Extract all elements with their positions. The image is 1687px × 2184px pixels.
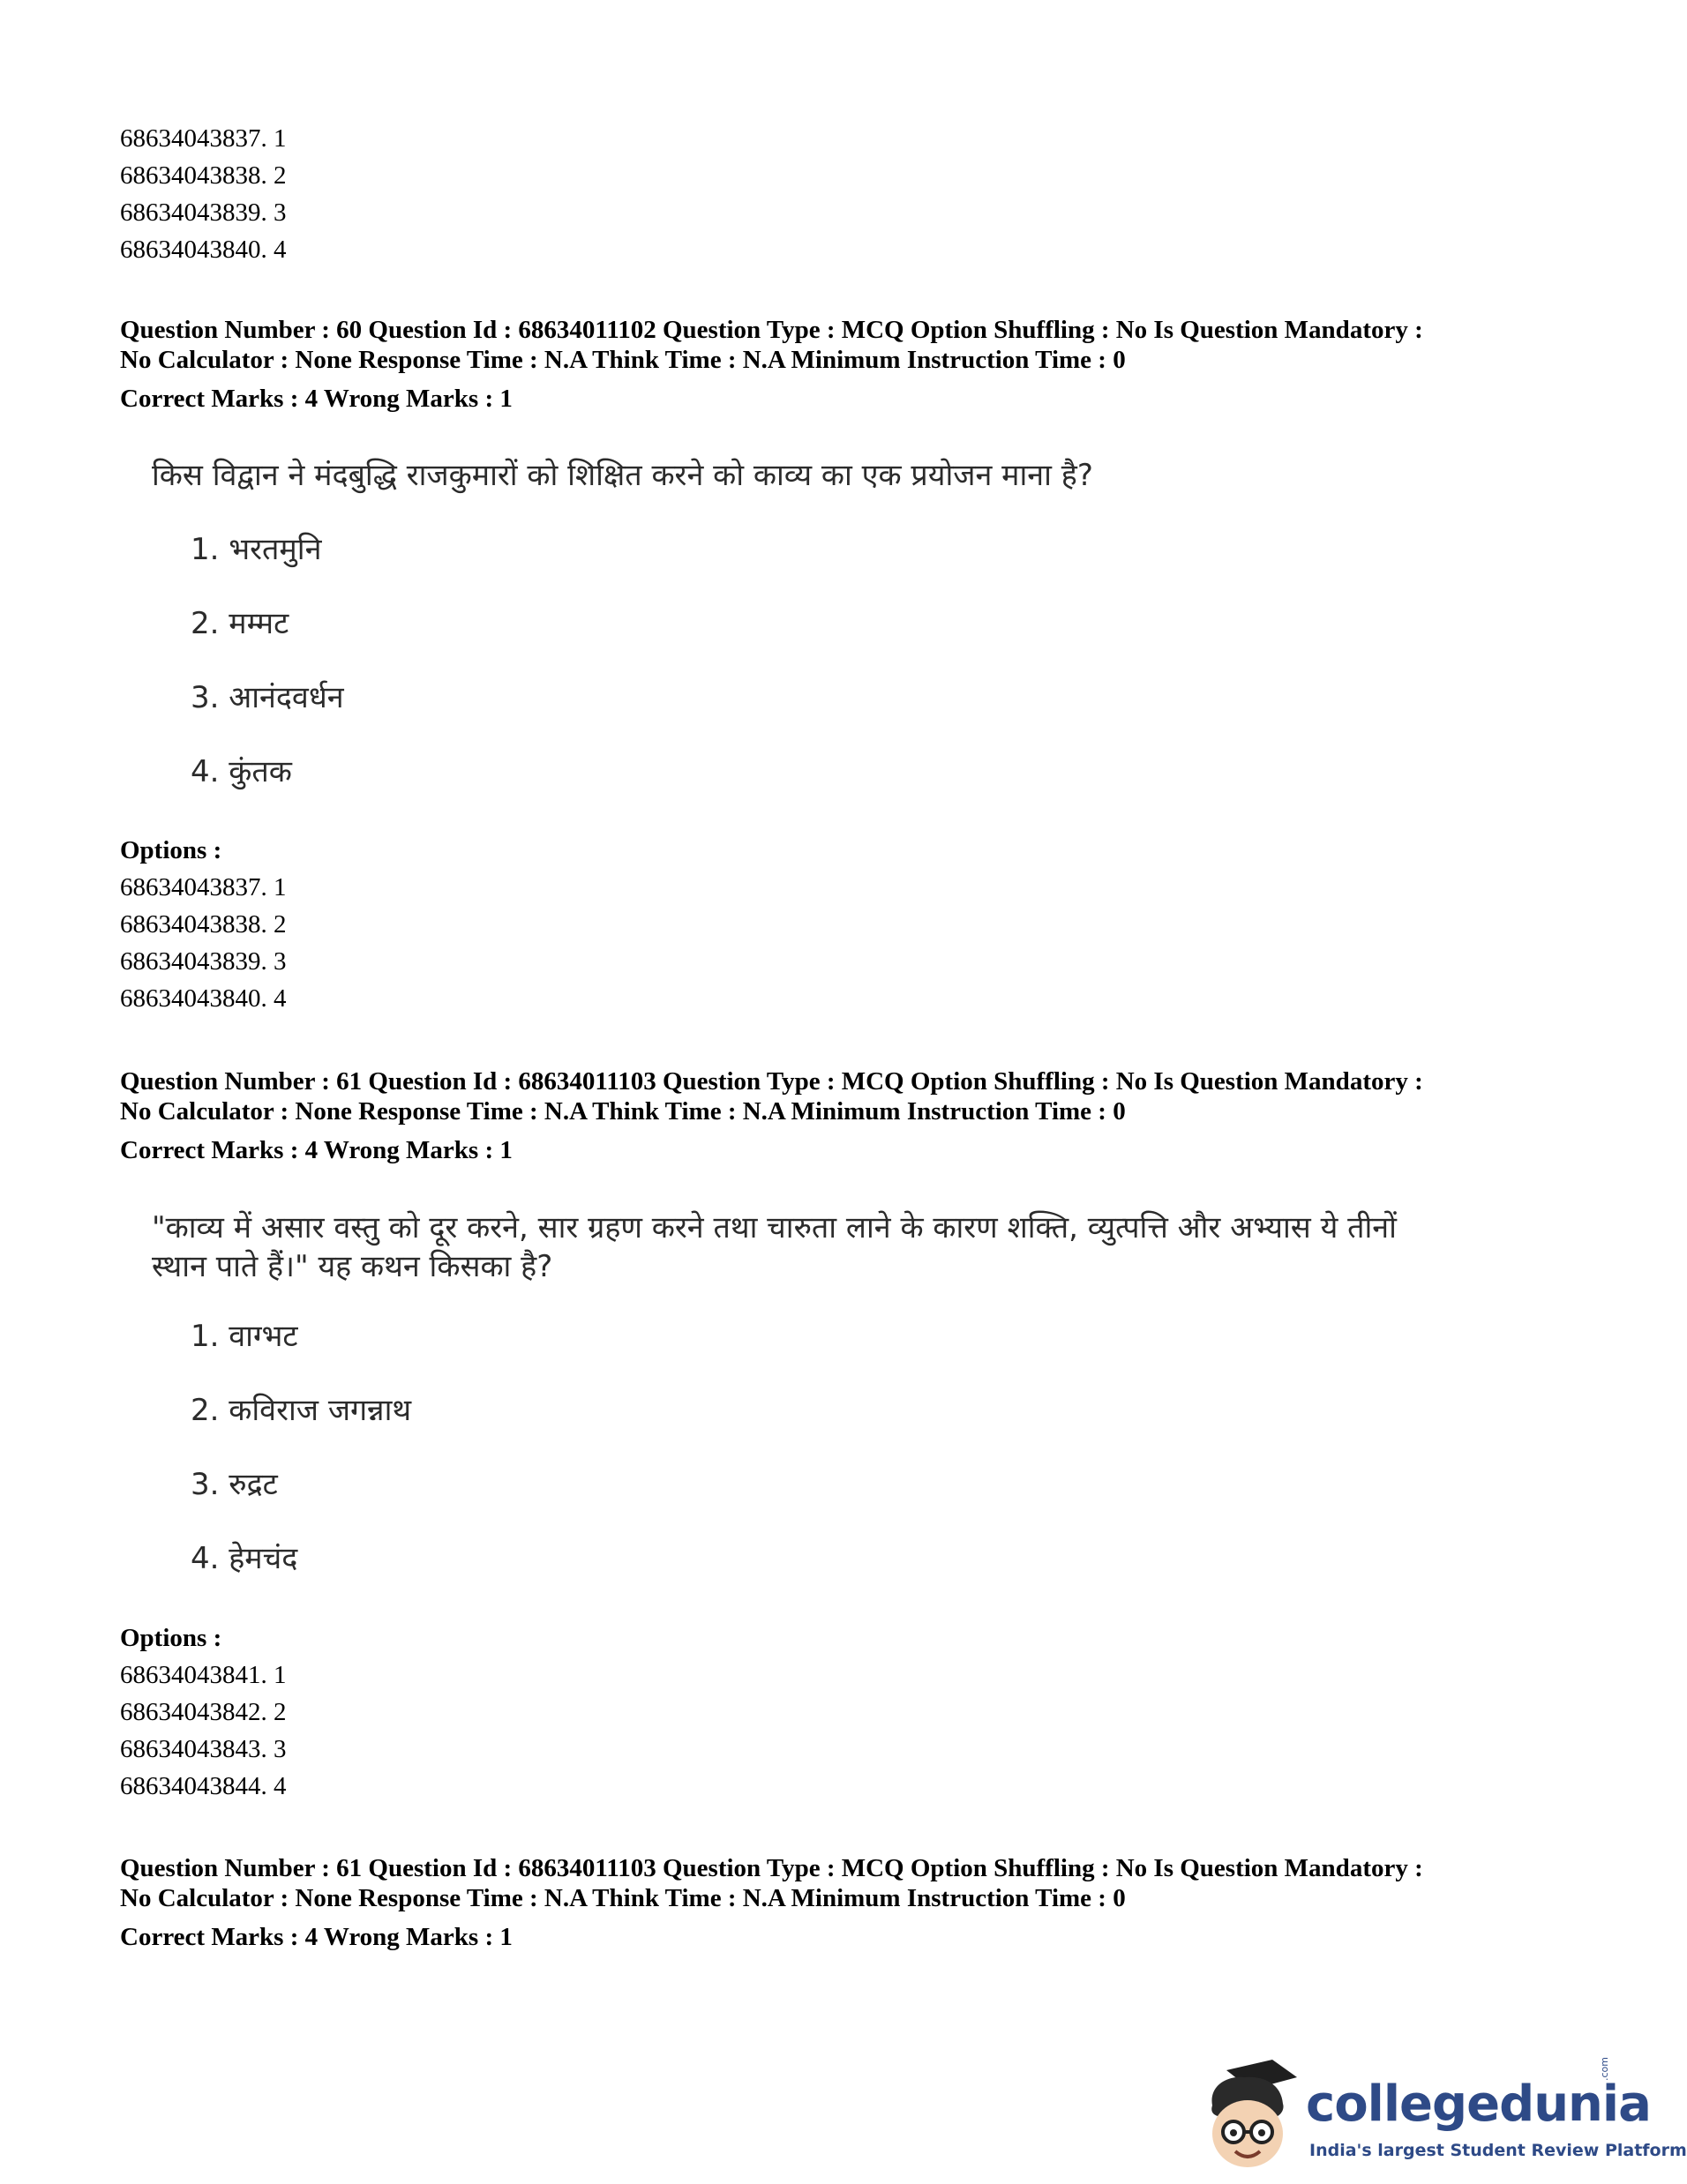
question-meta-line2: No Calculator : None Response Time : N.A Think Time : N.A Minimum Instruction Time : 0: [120, 1097, 1126, 1126]
choice-2: 2. मम्मट: [191, 606, 289, 641]
student-mascot-icon: [1200, 2060, 1306, 2174]
question-text-line1: "काव्य में असार वस्तु को दूर करने, सार ग्रहण करने तथा चारुता लाने के कारण शक्ति, व्युत्पत्ति और अभ्यास ये तीनों: [152, 1210, 1397, 1245]
logo-com: .com: [1599, 2057, 1610, 2081]
question-61-repeat-header: [120, 1853, 1423, 1956]
question-meta-line1: Question Number : 61 Question Id : 68634011103 Question Type : MCQ Option Shuffling : No Is Question Mandatory :: [120, 1854, 1423, 1882]
options-label: Options :: [120, 836, 222, 864]
option-id: 68634043839. 3: [120, 947, 287, 976]
choice-2: 2. कविराज जगन्नाथ: [191, 1393, 412, 1428]
question-60-body: [120, 452, 1093, 796]
option-id: 68634043839. 3: [120, 198, 287, 227]
option-id: 68634043840. 4: [120, 984, 287, 1013]
choice-4: 4. हेमचंद: [191, 1541, 298, 1576]
question-61-options: [120, 1619, 287, 1805]
option-id: 68634043838. 2: [120, 161, 287, 190]
logo-wordmark: collegedunia: [1306, 2076, 1651, 2133]
option-id: 68634043837. 1: [120, 873, 287, 901]
question-61-body: [120, 1208, 1397, 1582]
question-text: किस विद्वान ने मंदबुद्धि राजकुमारों को शिक्षित करने को काव्य का एक प्रयोजन माना है?: [152, 458, 1093, 493]
choice-1: 1. भरतमुनि: [191, 532, 322, 567]
logo-tagline: India's largest Student Review Platform: [1309, 2141, 1687, 2160]
option-id: 68634043837. 1: [120, 124, 287, 153]
option-id: 68634043841. 1: [120, 1661, 287, 1689]
choice-3: 3. आनंदवर्धन: [191, 680, 344, 715]
question-marks: Correct Marks : 4 Wrong Marks : 1: [120, 1923, 513, 1951]
options-label: Options :: [120, 1624, 222, 1652]
question-marks: Correct Marks : 4 Wrong Marks : 1: [120, 1136, 513, 1164]
choice-3: 3. रुद्रट: [191, 1467, 278, 1502]
question-60-header: [120, 315, 1423, 417]
question-meta-line2: No Calculator : None Response Time : N.A Think Time : N.A Minimum Instruction Time : 0: [120, 1884, 1126, 1912]
question-meta-line1: Question Number : 61 Question Id : 68634011103 Question Type : MCQ Option Shuffling : No Is Question Mandatory :: [120, 1067, 1423, 1096]
option-id: 68634043838. 2: [120, 910, 287, 939]
top-options-list: [120, 120, 287, 268]
question-meta-line2: No Calculator : None Response Time : N.A Think Time : N.A Minimum Instruction Time : 0: [120, 346, 1126, 374]
question-60-options: [120, 832, 287, 1017]
choice-1: 1. वाग्भट: [191, 1319, 298, 1354]
option-id: 68634043842. 2: [120, 1698, 287, 1726]
option-id: 68634043840. 4: [120, 236, 287, 264]
question-text-line2: स्थान पाते हैं।" यह कथन किसका है?: [152, 1249, 553, 1284]
collegedunia-logo[interactable]: [1200, 2057, 1687, 2174]
question-61-header: [120, 1066, 1423, 1169]
question-meta-line1: Question Number : 60 Question Id : 68634011102 Question Type : MCQ Option Shuffling : No Is Question Mandatory :: [120, 316, 1423, 344]
choice-4: 4. कुंतक: [191, 754, 292, 789]
option-id: 68634043844. 4: [120, 1772, 287, 1800]
option-id: 68634043843. 3: [120, 1735, 287, 1763]
question-marks: Correct Marks : 4 Wrong Marks : 1: [120, 385, 513, 413]
